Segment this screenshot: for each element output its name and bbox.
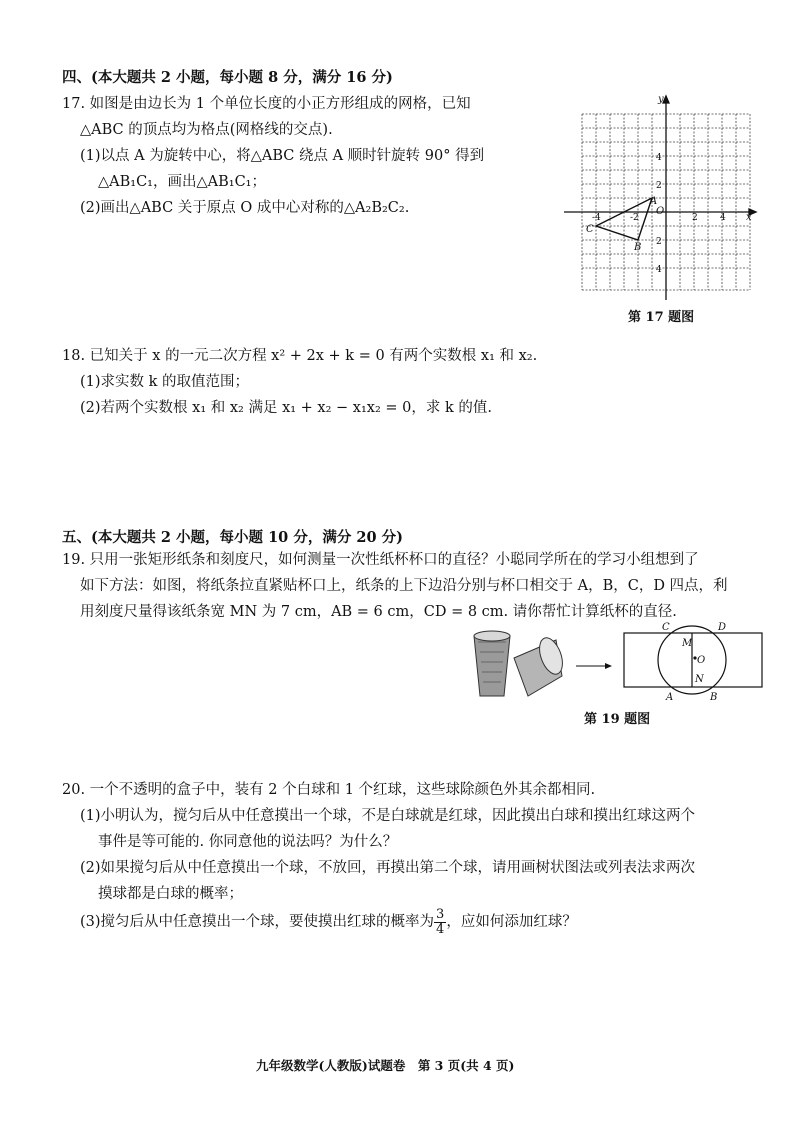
q19-line1: 19. 只用一张矩形纸条和刻度尺，如何测量一次性纸杯杯口的直径？小聪同学所在的学习小组想到了 <box>62 552 699 568</box>
tick-y-neg4: 4 <box>656 265 662 275</box>
q20-line6 <box>80 906 577 938</box>
q20-line6-suffix: ，应如何添加红球？ <box>446 914 577 930</box>
tick-y-4: 4 <box>656 153 662 163</box>
q17-line2: △ABC 的顶点均为格点(网格线的交点). <box>80 122 333 138</box>
tick-x-neg2: -2 <box>630 213 639 223</box>
tick-x-neg4: -4 <box>592 213 601 223</box>
q20-line4: (2)如果搅匀后从中任意摸出一个球，不放回，再摸出第二个球，请用画树状图法或列表法求两次 <box>80 860 696 876</box>
label-o: O <box>697 655 706 666</box>
label-d: D <box>718 622 727 633</box>
q17-line3: (1)以点 A 为旋转中心，将△ABC 绕点 A 顺时针旋转 90° 得到 <box>80 148 485 164</box>
fraction-denominator: 4 <box>436 921 445 937</box>
label-a: A <box>666 692 674 703</box>
q17-line5: (2)画出△ABC 关于原点 O 成中心对称的△A₂B₂C₂. <box>80 200 410 216</box>
tick-y-2: 2 <box>656 181 662 191</box>
label-m: M <box>682 638 693 649</box>
q19-line2: 如下方法：如图，将纸条拉直紧贴杯口上，纸条的上下边沿分别与杯口相交于 A，B，C，D 四点，利 <box>80 578 728 594</box>
tick-x-4: 4 <box>720 213 726 223</box>
q19-caption: 第 19 题图 <box>584 712 651 727</box>
q19-figure <box>466 622 766 704</box>
q20-line1: 20. 一个不透明的盒子中，装有 2 个白球和 1 个红球，这些球除颜色外其余都相同. <box>62 782 596 798</box>
q20-line2: (1)小明认为，搅匀后从中任意摸出一个球，不是白球就是红球，因此摸出白球和摸出红球这两个 <box>80 808 696 824</box>
page-footer: 九年级数学(人教版)试题卷 第 3 页(共 4 页) <box>256 1058 515 1073</box>
tick-x-2: 2 <box>692 213 698 223</box>
section5-heading: 五、(本大题共 2 小题，每小题 10 分，满分 20 分) <box>62 529 403 546</box>
q18-line3: (2)若两个实数根 x₁ 和 x₂ 满足 x₁ + x₂ − x₁x₂ = 0，求 k 的值. <box>80 400 492 416</box>
fraction-numerator: 3 <box>436 906 445 922</box>
q20-line6-prefix: (3)搅匀后从中任意摸出一个球，要使摸出红球的概率为 <box>80 914 435 930</box>
arrow-icon <box>576 663 612 669</box>
paper-cups-image <box>474 631 567 696</box>
label-c: C <box>662 622 670 633</box>
fraction-three-quarters <box>434 908 446 937</box>
strip-diagram <box>624 626 762 694</box>
q18-line2: (1)求实数 k 的取值范围； <box>80 374 250 390</box>
q17-line4: △AB₁C₁，画出△AB₁C₁； <box>98 174 266 190</box>
q18-line1: 18. 已知关于 x 的一元二次方程 x² + 2x + k = 0 有两个实数根 x₁ 和 x₂. <box>62 348 538 364</box>
label-b: B <box>710 692 718 703</box>
q19-line3: 用刻度尺量得该纸条宽 MN 为 7 cm，AB = 6 cm，CD = 8 cm. 请你帮忙计算纸杯的直径. <box>80 604 677 620</box>
y-axis-label: y <box>658 94 664 105</box>
q17-line1: 17. 如图是由边长为 1 个单位长度的小正方形组成的网格，已知 <box>62 96 471 112</box>
label-n: N <box>695 674 704 685</box>
vertex-a-label: A <box>650 196 658 207</box>
q17-caption: 第 17 题图 <box>628 310 695 325</box>
vertex-c-label: C <box>586 224 594 235</box>
section4-heading: 四、(本大题共 2 小题，每小题 8 分，满分 16 分) <box>62 69 393 86</box>
x-axis-label: x <box>746 212 752 223</box>
q17-grid-figure <box>560 92 760 304</box>
q20-line5: 摸球都是白球的概率； <box>98 886 243 902</box>
origin-label: O <box>656 206 665 217</box>
q20-line3: 事件是等可能的. 你同意他的说法吗？为什么？ <box>98 834 398 850</box>
vertex-b-label: B <box>634 242 642 253</box>
tick-y-neg2: 2 <box>656 237 662 247</box>
